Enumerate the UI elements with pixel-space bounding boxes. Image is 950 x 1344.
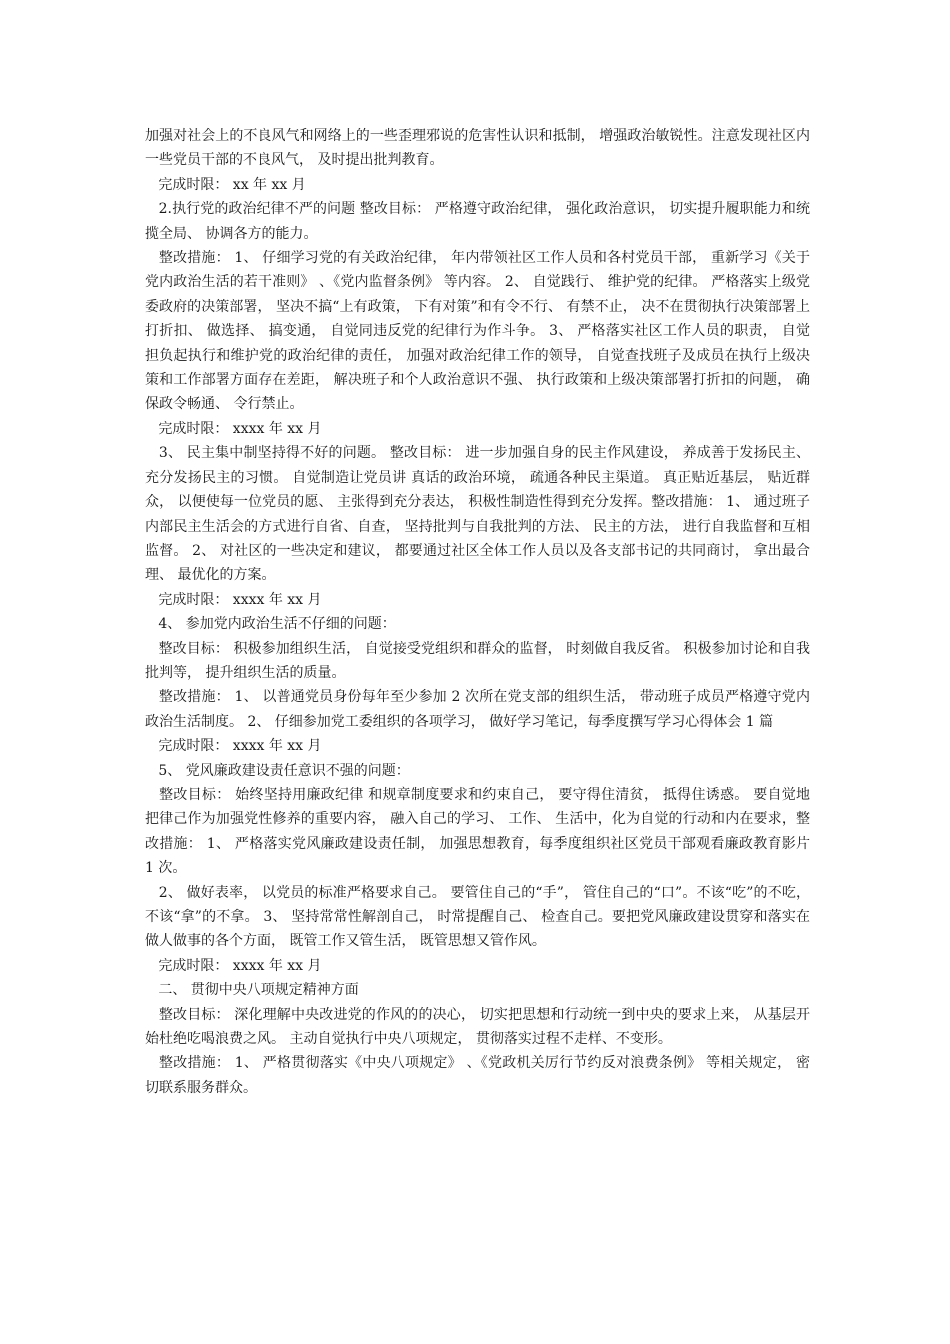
paragraph-item-5-goal: 整改目标： 始终坚持用廉政纪律 和规章制度要求和约束自己， 要守得住清贫， 抵得住诱惑。 要自觉地把律己作为加强党性修养的重要内容， 融入自己的学习、 工作、 生活中，化为自觉的行动和内在要求，整改措施： 1、 严格落实党风廉政建设责任制， 加强思想教育，每季度组织社区党员干部观看廉政教育影片 1 次。 [145,786,815,877]
paragraph-deadline-3: 完成时限： xxxx 年 xx 月 [145,591,322,608]
paragraph-item-4-measures: 整改措施： 1、 以普通党员身份每年至少参加 2 次所在党支部的组织生活， 带动班子成员严格遵守党内政治生活制度。 2、 仔细参加党工委组织的各项学习， 做好学习笔记，每季度撰写学习心得体会 1 篇 [145,689,810,730]
paragraph-deadline-2: 完成时限： xxxx 年 xx 月 [145,420,322,437]
paragraph-section-2-measures: 整改措施： 1、 严格贯彻落实《中央八项规定》 、《党政机关厉行节约反对浪费条例》 等相关规定， 密切联系服务群众。 [145,1055,810,1096]
paragraph-item-4-heading: 4、 参加党内政治生活不仔细的问题： [145,616,396,633]
paragraph-item-2-goal: 2.执行党的政治纪律不严的问题 整改目标： 严格遵守政治纪律， 强化政治意识， 切实提升履职能力和统揽全局、 协调各方的能力。 [145,201,811,242]
paragraph-item-2-measures: 整改措施： 1、 仔细学习党的有关政治纪律， 年内带领社区工作人员和各村党员干部， 重新学习《关于党内政治生活的若干准则》 、《党内监督条例》 等内容。 2、 自觉践行、 维护党的纪律。 严格落实上级党委政府的决策部署， 坚决不搞“上有政策， 下有对策”和有令不行、 有禁不止， 决不在贯彻执行决策部署上打折扣、 做选择、 搞变通， 自觉同违反党的纪律行为作斗争。 3、 严格落实社区工作人员的职责， 自觉担负起执行和维护党的政治纪律的责任， 加强对政治纪律工作的领导， 自觉查找班子及成员在执行上级决策和工作部署方面存在差距， 解决班子和个人政治意识不强、 执行政策和上级决策部署打折扣的问题， 确保政令畅通、 令行禁止。 [145,250,810,413]
paragraph-item-5-measures: 2、 做好表率， 以党员的标准严格要求自己。 要管住自己的“手”， 管住自己的“口”。不该“吃”的不吃， 不该“拿”的不拿。 3、 坚持常常性解剖自己， 时常提醒自己、 检查自己。要把党风廉政建设贯穿和落实在做人做事的各个方面， 既管工作又管生活， 既管思想又管作风。 [145,884,815,950]
paragraph-item-3: 3、 民主集中制坚持得不好的问题。 整改目标： 进一步加强自身的民主作风建设， 养成善于发扬民主、 充分发扬民主的习惯。 自觉制造让党员讲 真话的政治环境， 疏通各种民主渠道。 真正贴近基层， 贴近群众， 以便使每一位党员的愿、 主张得到充分表达， 积极性制造性得到充分发挥。整改措施： 1、 通过班子内部民主生活会的方式进行自省、自查， 坚持批判与自我批判的方法、 民主的方法， 进行自我监督和互相监督。 2、 对社区的一些决定和建议， 都要通过社区全体工作人员以及各支部书记的共同商讨， 拿出最合理、 最优化的方案。 [145,445,815,584]
paragraph-deadline-5: 完成时限： xxxx 年 xx 月 [145,957,322,974]
paragraph-1: 加强对社会上的不良风气和网络上的一些歪理邪说的危害性认识和抵制， 增强政治敏锐性。注意发现社区内一些党员干部的不良风气， 及时提出批判教育。 [145,128,810,169]
section-heading-2: 二、 贯彻中央八项规定精神方面 [145,982,359,999]
paragraph-section-2-goal: 整改目标： 深化理解中央改进党的作风的的决心， 切实把思想和行动统一到中央的要求上来， 从基层开始杜绝吃喝浪费之风。 主动自觉执行中央八项规定， 贯彻落实过程不走样、不变形。 [145,1006,810,1048]
paragraph-item-5-heading: 5、 党风廉政建设责任意识不强的问题： [145,762,410,779]
paragraph-deadline-4: 完成时限： xxxx 年 xx 月 [145,738,322,755]
paragraph-deadline-1: 完成时限： xx 年 xx 月 [145,176,306,193]
paragraph-item-4-goal: 整改目标： 积极参加组织生活， 自觉接受党组织和群众的监督， 时刻做自我反省。 积极参加讨论和自我批判等， 提升组织生活的质量。 [145,640,810,681]
document-body [145,124,815,1100]
